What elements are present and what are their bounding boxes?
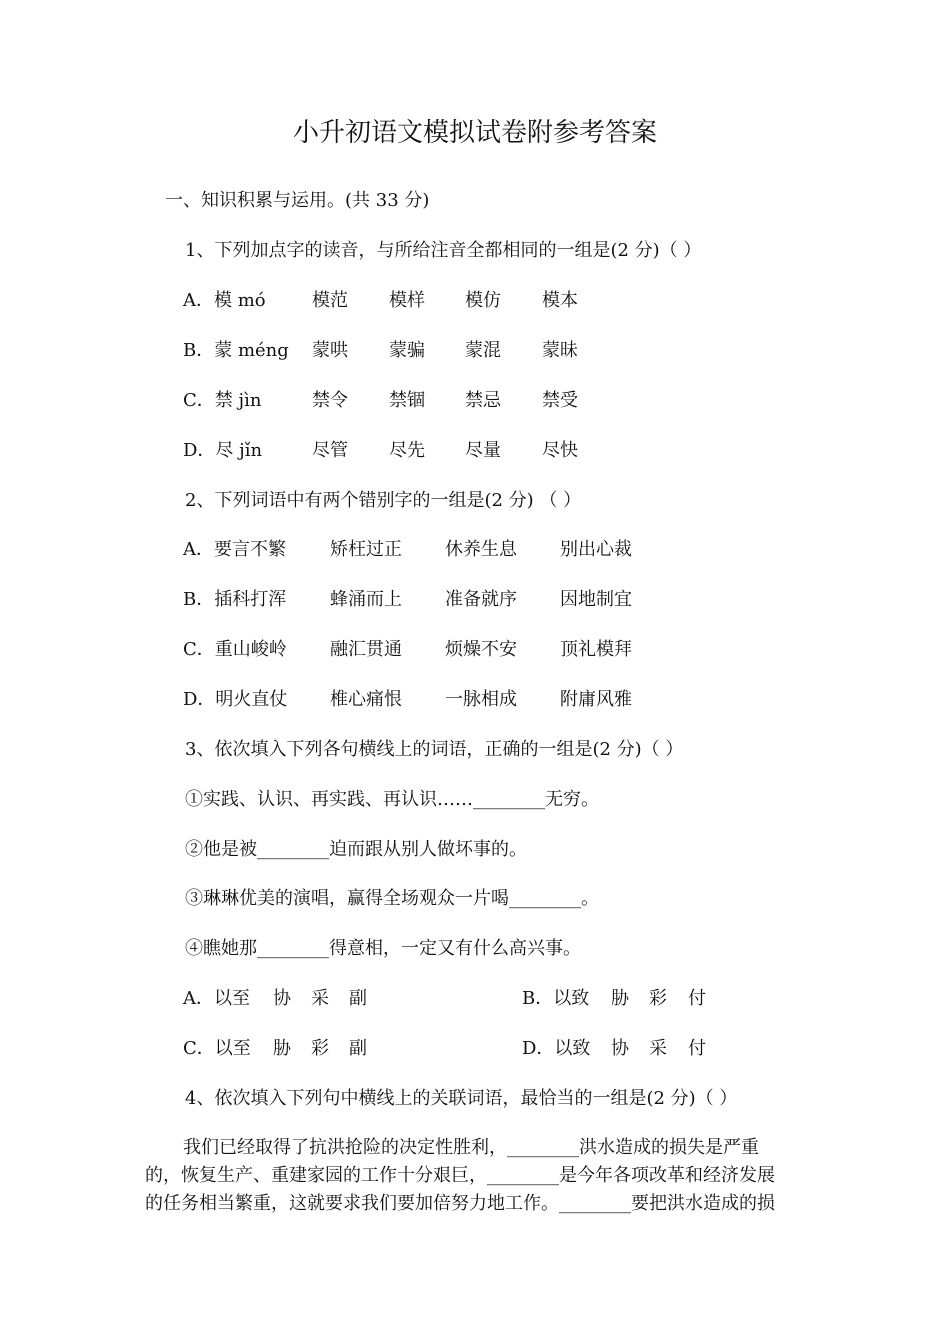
option-word: 尽量 xyxy=(465,440,501,461)
q1-option-d xyxy=(183,439,603,463)
section-heading: 一、知识积累与运用。(共 33 分) xyxy=(165,190,430,211)
option-word: 协 xyxy=(611,1038,629,1059)
option-word: 蒙昧 xyxy=(542,340,578,361)
option-word: 采 xyxy=(649,1038,667,1059)
passage-line: 我们已经取得了抗洪抢险的决定性胜利，________洪水造成的损失是严重 xyxy=(183,1137,759,1158)
q1-option-b xyxy=(183,339,603,363)
q1-option-a xyxy=(183,289,603,313)
option-label: B．蒙 méng xyxy=(183,340,289,361)
option-word: 禁锢 xyxy=(389,390,425,411)
option-word: 采 xyxy=(311,988,329,1009)
option-word: 副 xyxy=(349,1038,367,1059)
option-word: 彩 xyxy=(311,1038,329,1059)
option-word: 附庸风雅 xyxy=(560,689,632,710)
q3-option-c xyxy=(183,1037,483,1061)
q1-option-c xyxy=(183,389,603,413)
option-word: 模本 xyxy=(542,290,578,311)
passage-line: 的，恢复生产、重建家园的工作十分艰巨，________是今年各项改革和经济发展 xyxy=(145,1165,775,1186)
question-3-stem: 3、依次填入下列各句横线上的词语，正确的一组是(2 分)（ ） xyxy=(185,739,684,760)
option-label: C．重山峻岭 xyxy=(183,639,287,660)
option-word: 协 xyxy=(273,988,291,1009)
q3-sentence-2: ②他是被________迫而跟从别人做坏事的。 xyxy=(185,839,527,860)
option-word: 模仿 xyxy=(465,290,501,311)
option-label: A．以至 xyxy=(183,988,250,1009)
q2-option-b xyxy=(183,588,663,612)
option-word: 别出心裁 xyxy=(560,539,632,560)
option-label: D．以致 xyxy=(522,1038,591,1059)
option-word: 尽先 xyxy=(389,440,425,461)
option-word: 因地制宜 xyxy=(560,589,632,610)
question-4-stem: 4、依次填入下列句中横线上的关联词语，最恰当的一组是(2 分)（ ） xyxy=(185,1088,738,1109)
option-word: 禁忌 xyxy=(465,390,501,411)
q3-sentence-1: ①实践、认识、再实践、再认识……________无穷。 xyxy=(185,789,599,810)
q3-option-d xyxy=(522,1037,822,1061)
question-1-stem: 1、下列加点字的读音，与所给注音全都相同的一组是(2 分)（ ） xyxy=(185,240,702,261)
option-label: D．明火直仗 xyxy=(183,689,288,710)
option-word: 融汇贯通 xyxy=(330,639,402,660)
option-word: 顶礼模拜 xyxy=(560,639,632,660)
question-2-stem: 2、下列词语中有两个错别字的一组是(2 分) （ ） xyxy=(185,490,582,511)
option-word: 准备就序 xyxy=(445,589,517,610)
document-title: 小升初语文模拟试卷附参考答案 xyxy=(292,118,657,148)
option-word: 矫枉过正 xyxy=(330,539,402,560)
option-word: 蒙哄 xyxy=(312,340,348,361)
option-word: 模范 xyxy=(312,290,348,311)
q3-option-a xyxy=(183,987,483,1011)
option-word: 休养生息 xyxy=(445,539,517,560)
option-word: 禁令 xyxy=(312,390,348,411)
option-word: 椎心痛恨 xyxy=(330,689,402,710)
option-word: 蒙混 xyxy=(465,340,501,361)
q3-option-b xyxy=(522,987,822,1011)
q4-passage xyxy=(145,1134,810,1218)
option-label: C．以至 xyxy=(183,1038,251,1059)
option-label: B．以致 xyxy=(522,988,590,1009)
option-label: A．要言不繁 xyxy=(183,539,286,560)
option-word: 烦燥不安 xyxy=(445,639,517,660)
q2-option-c xyxy=(183,638,663,662)
option-word: 蜂涌而上 xyxy=(330,589,402,610)
option-word: 尽管 xyxy=(312,440,348,461)
option-word: 胁 xyxy=(273,1038,291,1059)
q3-sentence-3: ③琳琳优美的演唱，赢得全场观众一片喝________。 xyxy=(185,888,599,909)
option-label: D．尽 jǐn xyxy=(183,440,263,461)
passage-line: 的任务相当繁重，这就要求我们要加倍努力地工作。________要把洪水造成的损 xyxy=(145,1193,775,1214)
q2-option-a xyxy=(183,538,663,562)
option-word: 副 xyxy=(349,988,367,1009)
option-word: 蒙骗 xyxy=(389,340,425,361)
option-word: 尽快 xyxy=(542,440,578,461)
option-label: C．禁 jìn xyxy=(183,390,262,411)
option-label: A．模 mó xyxy=(183,290,266,311)
q3-sentence-4: ④瞧她那________得意相，一定又有什么高兴事。 xyxy=(185,938,581,959)
option-word: 一脉相成 xyxy=(445,689,517,710)
option-word: 付 xyxy=(688,1038,706,1059)
option-word: 模样 xyxy=(389,290,425,311)
option-word: 彩 xyxy=(649,988,667,1009)
q2-option-d xyxy=(183,688,663,712)
option-word: 禁受 xyxy=(542,390,578,411)
option-word: 胁 xyxy=(611,988,629,1009)
option-word: 付 xyxy=(688,988,706,1009)
option-label: B．插科打浑 xyxy=(183,589,287,610)
